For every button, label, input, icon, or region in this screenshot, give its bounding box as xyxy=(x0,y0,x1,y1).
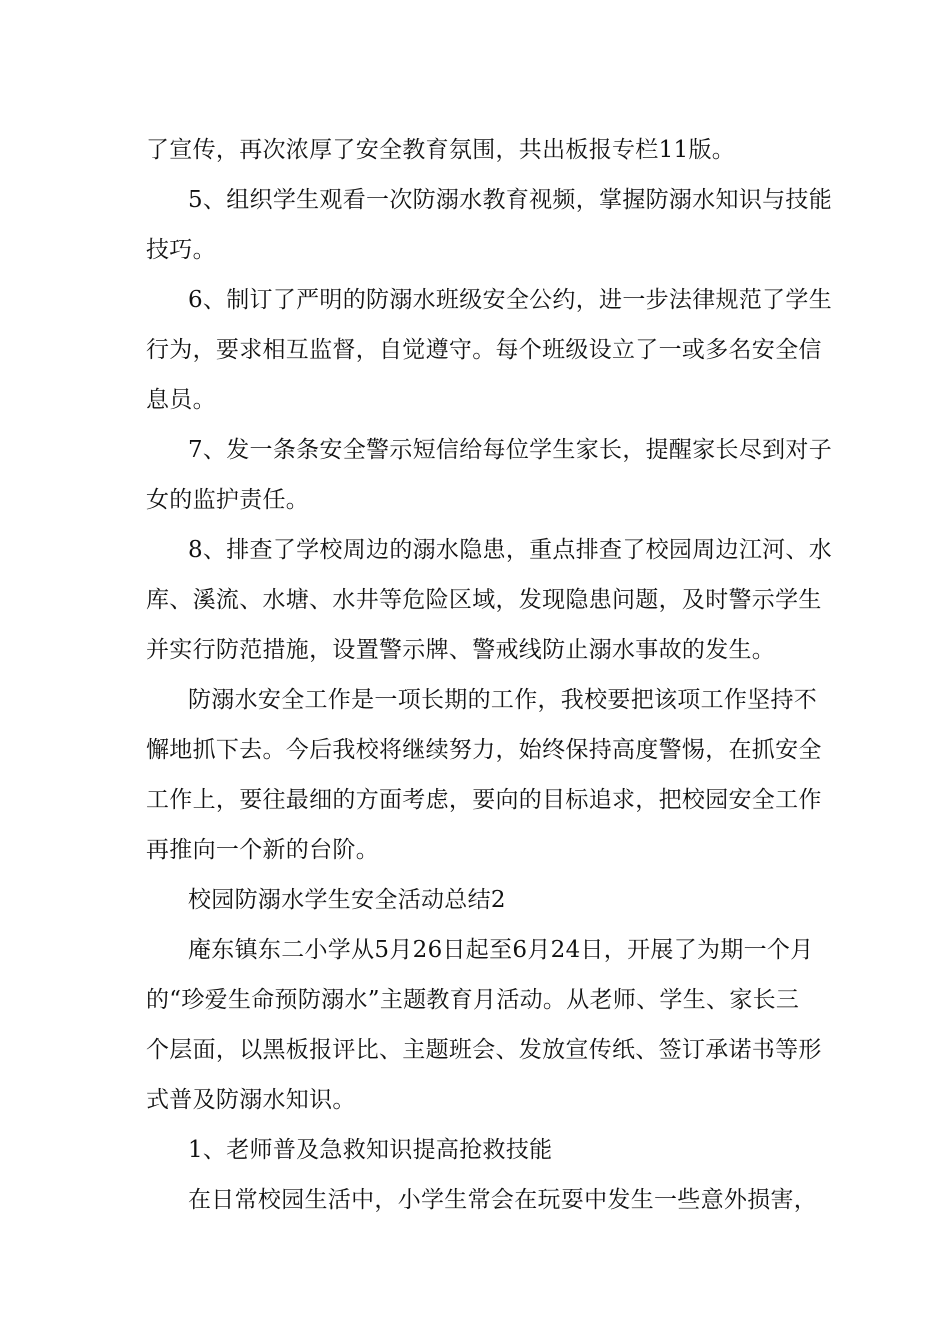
text-line: 并实行防范措施，设置警示牌、警戒线防止溺水事故的发生。 xyxy=(146,637,776,663)
text-line: 的“珍爱生命预防溺水”主题教育月活动。从老师、学生、家长三 xyxy=(146,987,800,1013)
text-line: 懈地抓下去。今后我校将继续努力，始终保持高度警惕，在抓安全 xyxy=(146,737,822,763)
text-line: 7、发一条条安全警示短信给每位学生家长，提醒家长尽到对子 xyxy=(188,437,833,463)
text-line: 了宣传，再次浓厚了安全教育氛围，共出板报专栏11版。 xyxy=(146,137,736,163)
text-line: 库、溪流、水塘、水井等危险区域，发现隐患问题，及时警示学生 xyxy=(146,587,822,613)
text-line: 8、排查了学校周边的溺水隐患，重点排查了校园周边江河、水 xyxy=(188,537,833,563)
text-line: 个层面，以黑板报评比、主题班会、发放宣传纸、签订承诺书等形 xyxy=(146,1037,822,1063)
text-line: 息员。 xyxy=(146,387,216,413)
text-line: 行为，要求相互监督，自觉遵守。每个班级设立了一或多名安全信 xyxy=(146,337,822,363)
text-line: 女的监护责任。 xyxy=(146,487,310,513)
section-heading: 校园防溺水学生安全活动总结2 xyxy=(188,887,506,913)
text-line: 式普及防溺水知识。 xyxy=(146,1087,356,1113)
text-line: 工作上，要往最细的方面考虑，要向的目标追求，把校园安全工作 xyxy=(146,787,822,813)
text-line: 防溺水安全工作是一项长期的工作，我校要把该项工作坚持不 xyxy=(188,687,818,713)
text-line: 庵东镇东二小学从5月26日起至6月24日，开展了为期一个月 xyxy=(188,937,814,963)
text-line: 6、制订了严明的防溺水班级安全公约，进一步法律规范了学生 xyxy=(188,287,833,313)
text-line: 技巧。 xyxy=(146,237,216,263)
text-line: 在日常校园生活中，小学生常会在玩耍中发生一些意外损害， xyxy=(188,1187,818,1213)
text-line: 1、老师普及急救知识提高抢救技能 xyxy=(188,1137,553,1163)
text-line: 再推向一个新的台阶。 xyxy=(146,837,379,863)
text-line: 5、组织学生观看一次防溺水教育视频，掌握防溺水知识与技能 xyxy=(188,187,833,213)
